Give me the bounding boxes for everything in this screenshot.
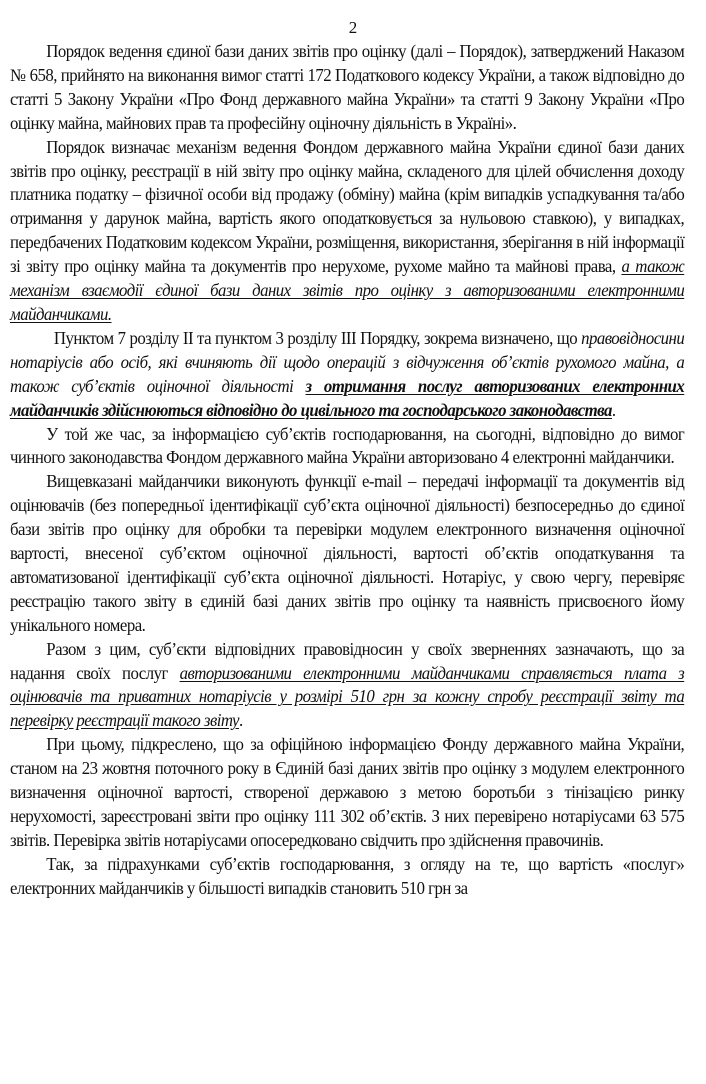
paragraph-fees: [10, 638, 684, 734]
bold-emphasized-segment: з отримання послуг авторизованих електронних майданчиків здійснюються відповідно до цивільного та господарського законодавства: [10, 375, 685, 420]
paragraph-procedure-mechanism: [10, 136, 684, 327]
paragraph-platform-functions: [10, 470, 684, 637]
emphasized-segment: а також механізм взаємодії єдиної бази даних звітів про оцінку з авторизованими електронними майданчиками.: [10, 256, 685, 324]
text-segment: Порядок визначає механізм ведення Фондом державного майна України єдиної бази даних звітів про оцінку, реєстрації в ній звіту про оцінку майна, складеного для цілей обчислення доходу платника податку – фізичної особи від продажу (обміну) майна (крім випадків успадкування та/або отримання у дарунок майна, вартість якого оподатковується за нульовою ставкою), у випадках, передбачених Податковим кодексом України, розміщення, використання, зберігання в ній інформації зі звіту про оцінку майна та документів про нерухоме, рухоме майно та майнові права,: [10, 136, 685, 277]
text-segment: При цьому, підкреслено, що за офіційною інформацією Фонду державного майна України, станом на 23 жовтня поточного року в Єдиній базі даних звітів про оцінку з модулем електронного визначення оціночної вартості, створеної державою з метою боротьби з тінізацією ринку нерухомості, зареєстровані звіти про оцінку 111 302 об’єктів. З них перевірено нотаріусами 63 575 звітів. Перевірка звітів нотаріусами опосередковано свідчить про здійснення правочинів.: [10, 734, 685, 850]
paragraph-authorized-platforms: [10, 423, 684, 471]
document-body: [10, 40, 684, 901]
paragraph-calculations: [10, 853, 684, 901]
italic-segment: правовідносини нотаріусів або осіб, які вчиняють дії щодо операцій з відчуження об’єктів рухомого майна, а також суб’єктів оціночної діяльності: [10, 327, 685, 396]
text-segment: Пунктом 7 розділу II та пунктом 3 розділу III Порядку, зокрема визначено, що: [53, 327, 582, 348]
text-segment: .: [238, 710, 243, 731]
text-segment: Порядок ведення єдиної бази даних звітів про оцінку (далі – Порядок), затверджений Наказом № 658, прийнято на виконання вимог статті 172 Податкового кодексу України, а також відповідно до статті 5 Закону України «Про Фонд державного майна України» та статті 9 Закону України «Про оцінку майна, майнових прав та професійну оціночну діяльність в Україні».: [10, 41, 685, 133]
paragraph-procedure-intro: [10, 40, 684, 136]
text-segment: .: [611, 399, 616, 420]
text-segment: Разом з цим, суб’єкти відповідних правовідносин у своїх зверненнях зазначають, що за надання своїх послуг: [10, 638, 685, 683]
text-segment: У той же час, за інформацією суб’єктів господарювання, на сьогодні, відповідно до вимог чинного законодавства Фондом державного майна України авторизовано 4 електронні майданчики.: [10, 423, 685, 468]
text-segment: Так, за підрахунками суб’єктів господарювання, з огляду на те, що вартість «послуг» електронних майданчиків у більшості випадків становить 510 грн за: [10, 853, 685, 898]
paragraph-legal-relations: [10, 327, 684, 423]
emphasized-segment: авторизованими електронними майданчиками справляється плата з оцінювачів та приватних нотаріусів у розмірі 510 грн за кожну спробу реєстрації звіту та перевірку реєстрації такого звіту: [10, 662, 685, 731]
page-number: 2: [348, 18, 358, 37]
paragraph-statistics: [10, 733, 684, 853]
text-segment: Вищевказані майданчики виконують функції e-mail – передачі інформації та документів від оцінювачів (без попередньої ідентифікації суб’єкта оціночної діяльності) безпосередньо до єдиної бази звітів про оцінку для обробки та перевірки модулем електронного визначення оціночної вартості, внесеної суб’єктом оціночної діяльності, вартості об’єктів оподаткування та автоматизованої ідентифікації суб’єкта оціночної діяльності. Нотаріус, у свою чергу, перевіряє реєстрацію такого звіту в єдиній базі даних звітів про оцінку та наявність присвоєного йому унікального номера.: [10, 471, 685, 635]
